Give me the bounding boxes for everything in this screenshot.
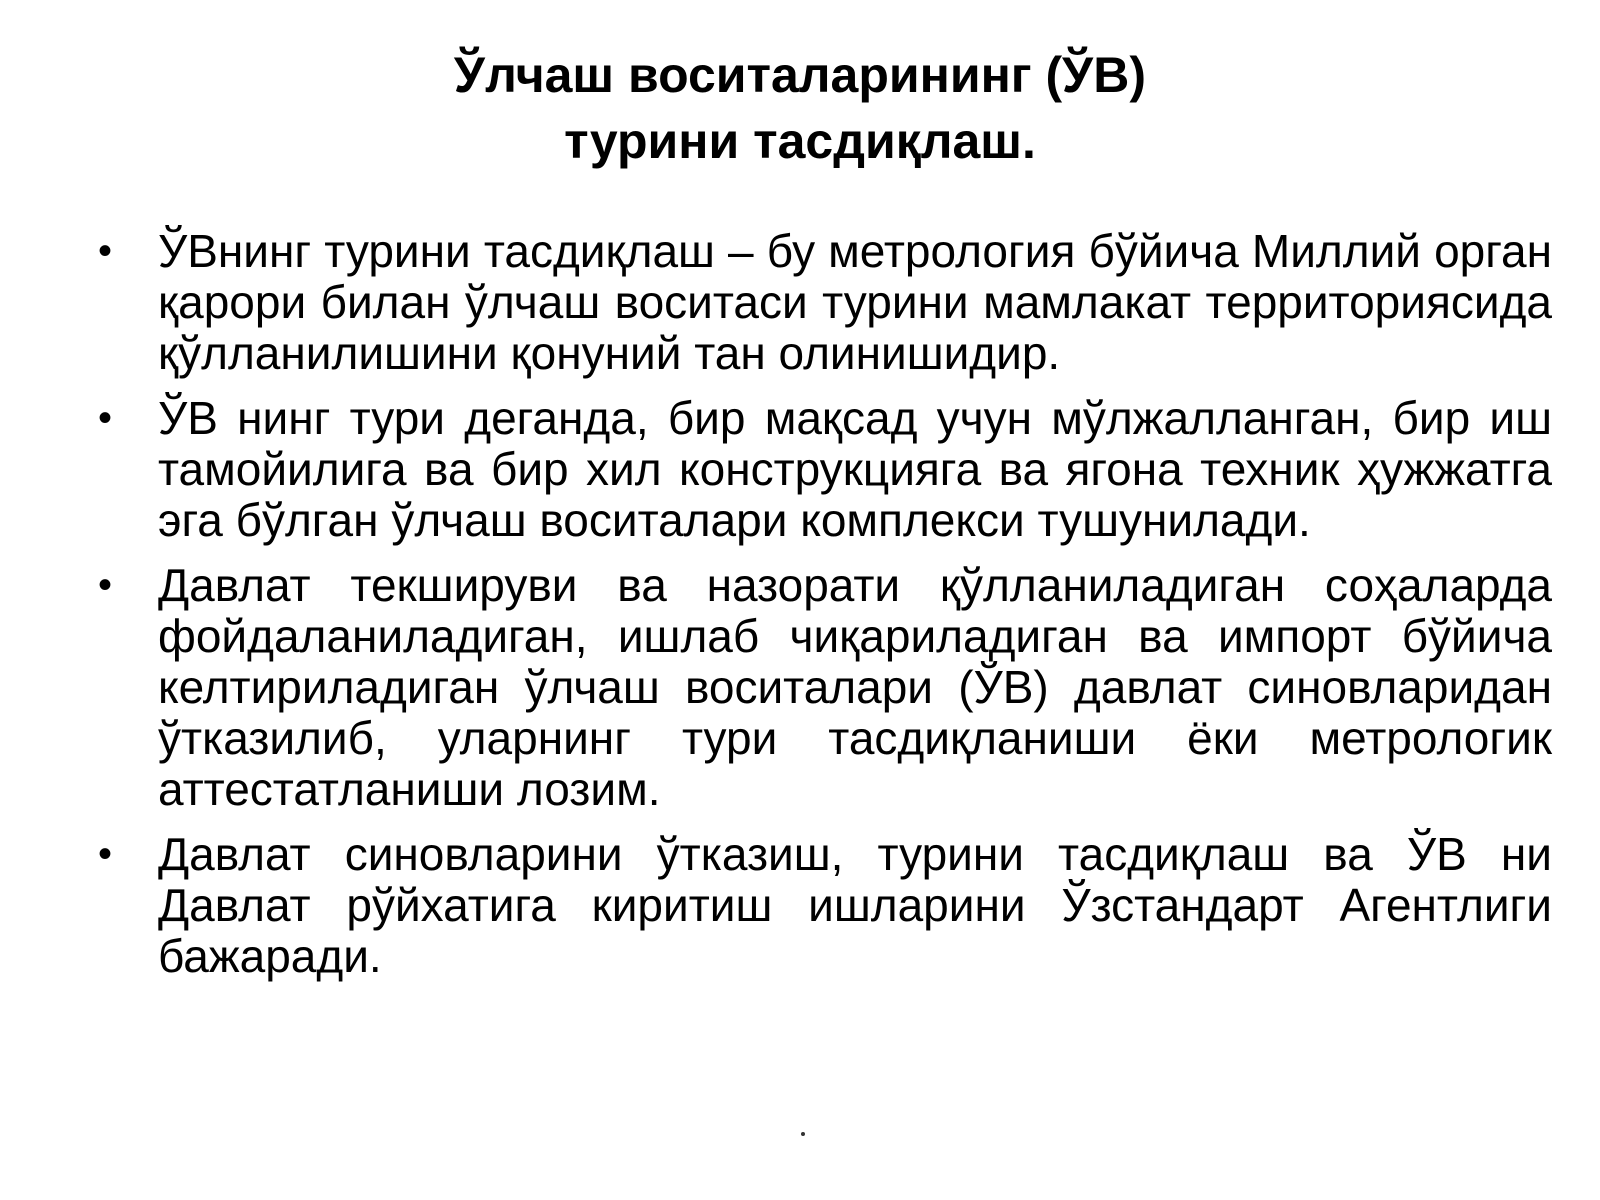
bullet-marker: • <box>98 563 113 607</box>
bullet-item <box>96 560 1552 815</box>
bullet-text: ЎВнинг турини тасдиқлаш – бу метрология бўйича Миллий орган қарори билан ўлчаш воситаси турини мамлакат территориясида қўлланилишини қонуний тан олинишидир. <box>158 225 1552 379</box>
slide-title-line-2: турини тасдиқлаш. <box>564 113 1036 169</box>
bullet-item <box>96 829 1552 982</box>
bullet-marker: • <box>98 832 113 876</box>
bullet-marker: • <box>98 229 113 273</box>
bullet-list <box>96 226 1552 996</box>
bullet-text: ЎВ нинг тури деганда, бир мақсад учун мўлжалланган, бир иш тамойилига ва бир хил конструкцияга ва ягона техник ҳужжатга эга бўлган ўлчаш воситалари комплекси тушунилади. <box>158 392 1552 546</box>
bullet-text: Давлат синовларини ўтказиш, турини тасдиқлаш ва ЎВ ни Давлат рўйхатига киритиш ишларини Ўзстандарт Агентлиги бажаради. <box>158 828 1552 982</box>
footer-dot <box>801 1132 805 1136</box>
bullet-item <box>96 226 1552 379</box>
slide-title <box>0 42 1600 174</box>
bullet-marker: • <box>98 396 113 440</box>
bullet-item <box>96 393 1552 546</box>
slide-title-line-1: Ўлчаш воситаларининг (ЎВ) <box>453 47 1147 103</box>
bullet-text: Давлат текшируви ва назорати қўлланиладиган соҳаларда фойдаланиладиган, ишлаб чиқариладиган ва импорт бўйича келтириладиган ўлчаш воситалари (ЎВ) давлат синовларидан ўтказилиб, уларнинг тури тасдиқланиши ёки метрологик аттестатланиши лозим. <box>158 559 1552 815</box>
